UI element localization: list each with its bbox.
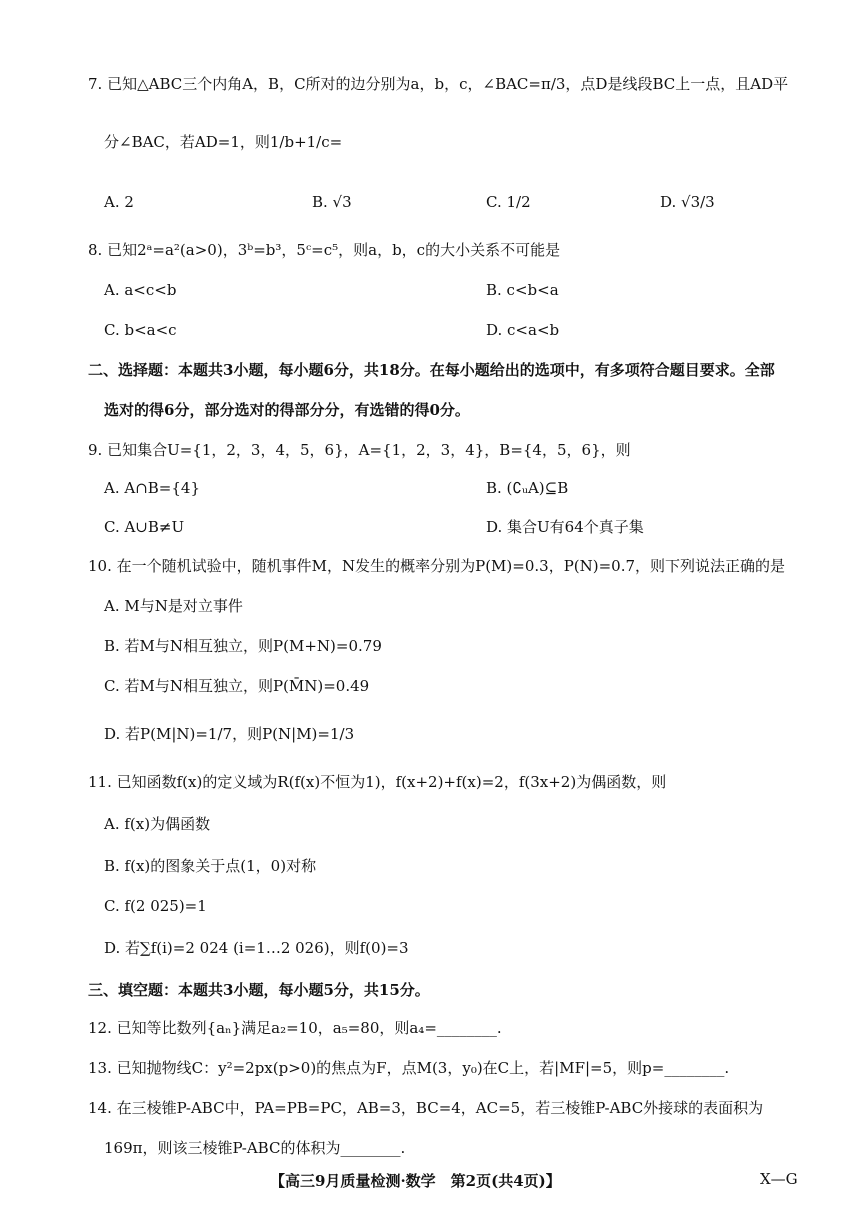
q9-option-c: C. A∪B≠U — [104, 518, 185, 536]
q10-line-1: 10. 在一个随机试验中，随机事件M，N发生的概率分别为P(M)=0.3，P(N)=0.7，则下列说法正确的是 — [88, 557, 786, 575]
q8-option-a: A. a<c<b — [104, 281, 177, 299]
page-footer: 【高三9月质量检测·数学 第2页(共4页)】 — [270, 1172, 561, 1190]
q14-line-2: 169π，则该三棱锥P-ABC的体积为________. — [104, 1139, 406, 1157]
q7-line-1: 7. 已知△ABC三个内角A，B，C所对的边分别为a，b，c，∠BAC=π/3，点D是线段BC上一点，且AD平 — [88, 75, 789, 93]
q8-option-b: B. c<b<a — [486, 281, 559, 299]
q11-option-d: D. 若∑f(i)=2 024 (i=1…2 026)，则f(0)=3 — [104, 939, 409, 957]
q11-option-b: B. f(x)的图象关于点(1，0)对称 — [104, 857, 317, 875]
q11-option-c: C. f(2 025)=1 — [104, 897, 207, 915]
q7-option-d: D. √3/3 — [660, 193, 715, 211]
q8-line-1: 8. 已知2ᵃ=a²(a>0)，3ᵇ=b³，5ᶜ=c⁵，则a，b，c的大小关系不可能是 — [88, 241, 561, 259]
q7-line-2: 分∠BAC，若AD=1，则1/b+1/c= — [104, 133, 343, 151]
q9-option-b: B. (∁ᵤA)⊆B — [486, 479, 569, 497]
section-2-line-2: 选对的得6分，部分选对的得部分分，有选错的得0分。 — [104, 401, 470, 419]
q8-option-d: D. c<a<b — [486, 321, 560, 339]
q11-line-1: 11. 已知函数f(x)的定义域为R(f(x)不恒为1)，f(x+2)+f(x)=2，f(3x+2)为偶函数，则 — [88, 773, 667, 791]
q7-option-c: C. 1/2 — [486, 193, 531, 211]
q8-option-c: C. b<a<c — [104, 321, 177, 339]
q10-option-b: B. 若M与N相互独立，则P(M+N)=0.79 — [104, 637, 382, 655]
q9-option-a: A. A∩B={4} — [104, 479, 200, 497]
q9-option-d: D. 集合U有64个真子集 — [486, 518, 644, 536]
q10-option-d: D. 若P(M|N)=1/7，则P(N|M)=1/3 — [104, 725, 355, 743]
q9-line-1: 9. 已知集合U={1，2，3，4，5，6}，A={1，2，3，4}，B={4，5，6}，则 — [88, 441, 631, 459]
q14-line-1: 14. 在三棱锥P-ABC中，PA=PB=PC，AB=3，BC=4，AC=5，若三棱锥P-ABC外接球的表面积为 — [88, 1099, 764, 1117]
question-12: 12. 已知等比数列{aₙ}满足a₂=10，a₅=80，则a₄=________. — [88, 1019, 502, 1037]
q11-option-a: A. f(x)为偶函数 — [104, 815, 211, 833]
question-13: 13. 已知抛物线C：y²=2px(p>0)的焦点为F，点M(3，y₀)在C上，若|MF|=5，则p=________. — [88, 1059, 730, 1077]
paper-code: X—G — [760, 1170, 798, 1188]
q7-option-b: B. √3 — [312, 193, 352, 211]
q10-option-c: C. 若M与N相互独立，则P(M̄N)=0.49 — [104, 677, 370, 695]
section-3-line-1: 三、填空题：本题共3小题，每小题5分，共15分。 — [88, 981, 430, 999]
q7-option-a: A. 2 — [104, 193, 134, 211]
section-2-line-1: 二、选择题：本题共3小题，每小题6分，共18分。在每小题给出的选项中，有多项符合题目要求。全部 — [88, 361, 775, 379]
q10-option-a: A. M与N是对立事件 — [104, 597, 243, 615]
